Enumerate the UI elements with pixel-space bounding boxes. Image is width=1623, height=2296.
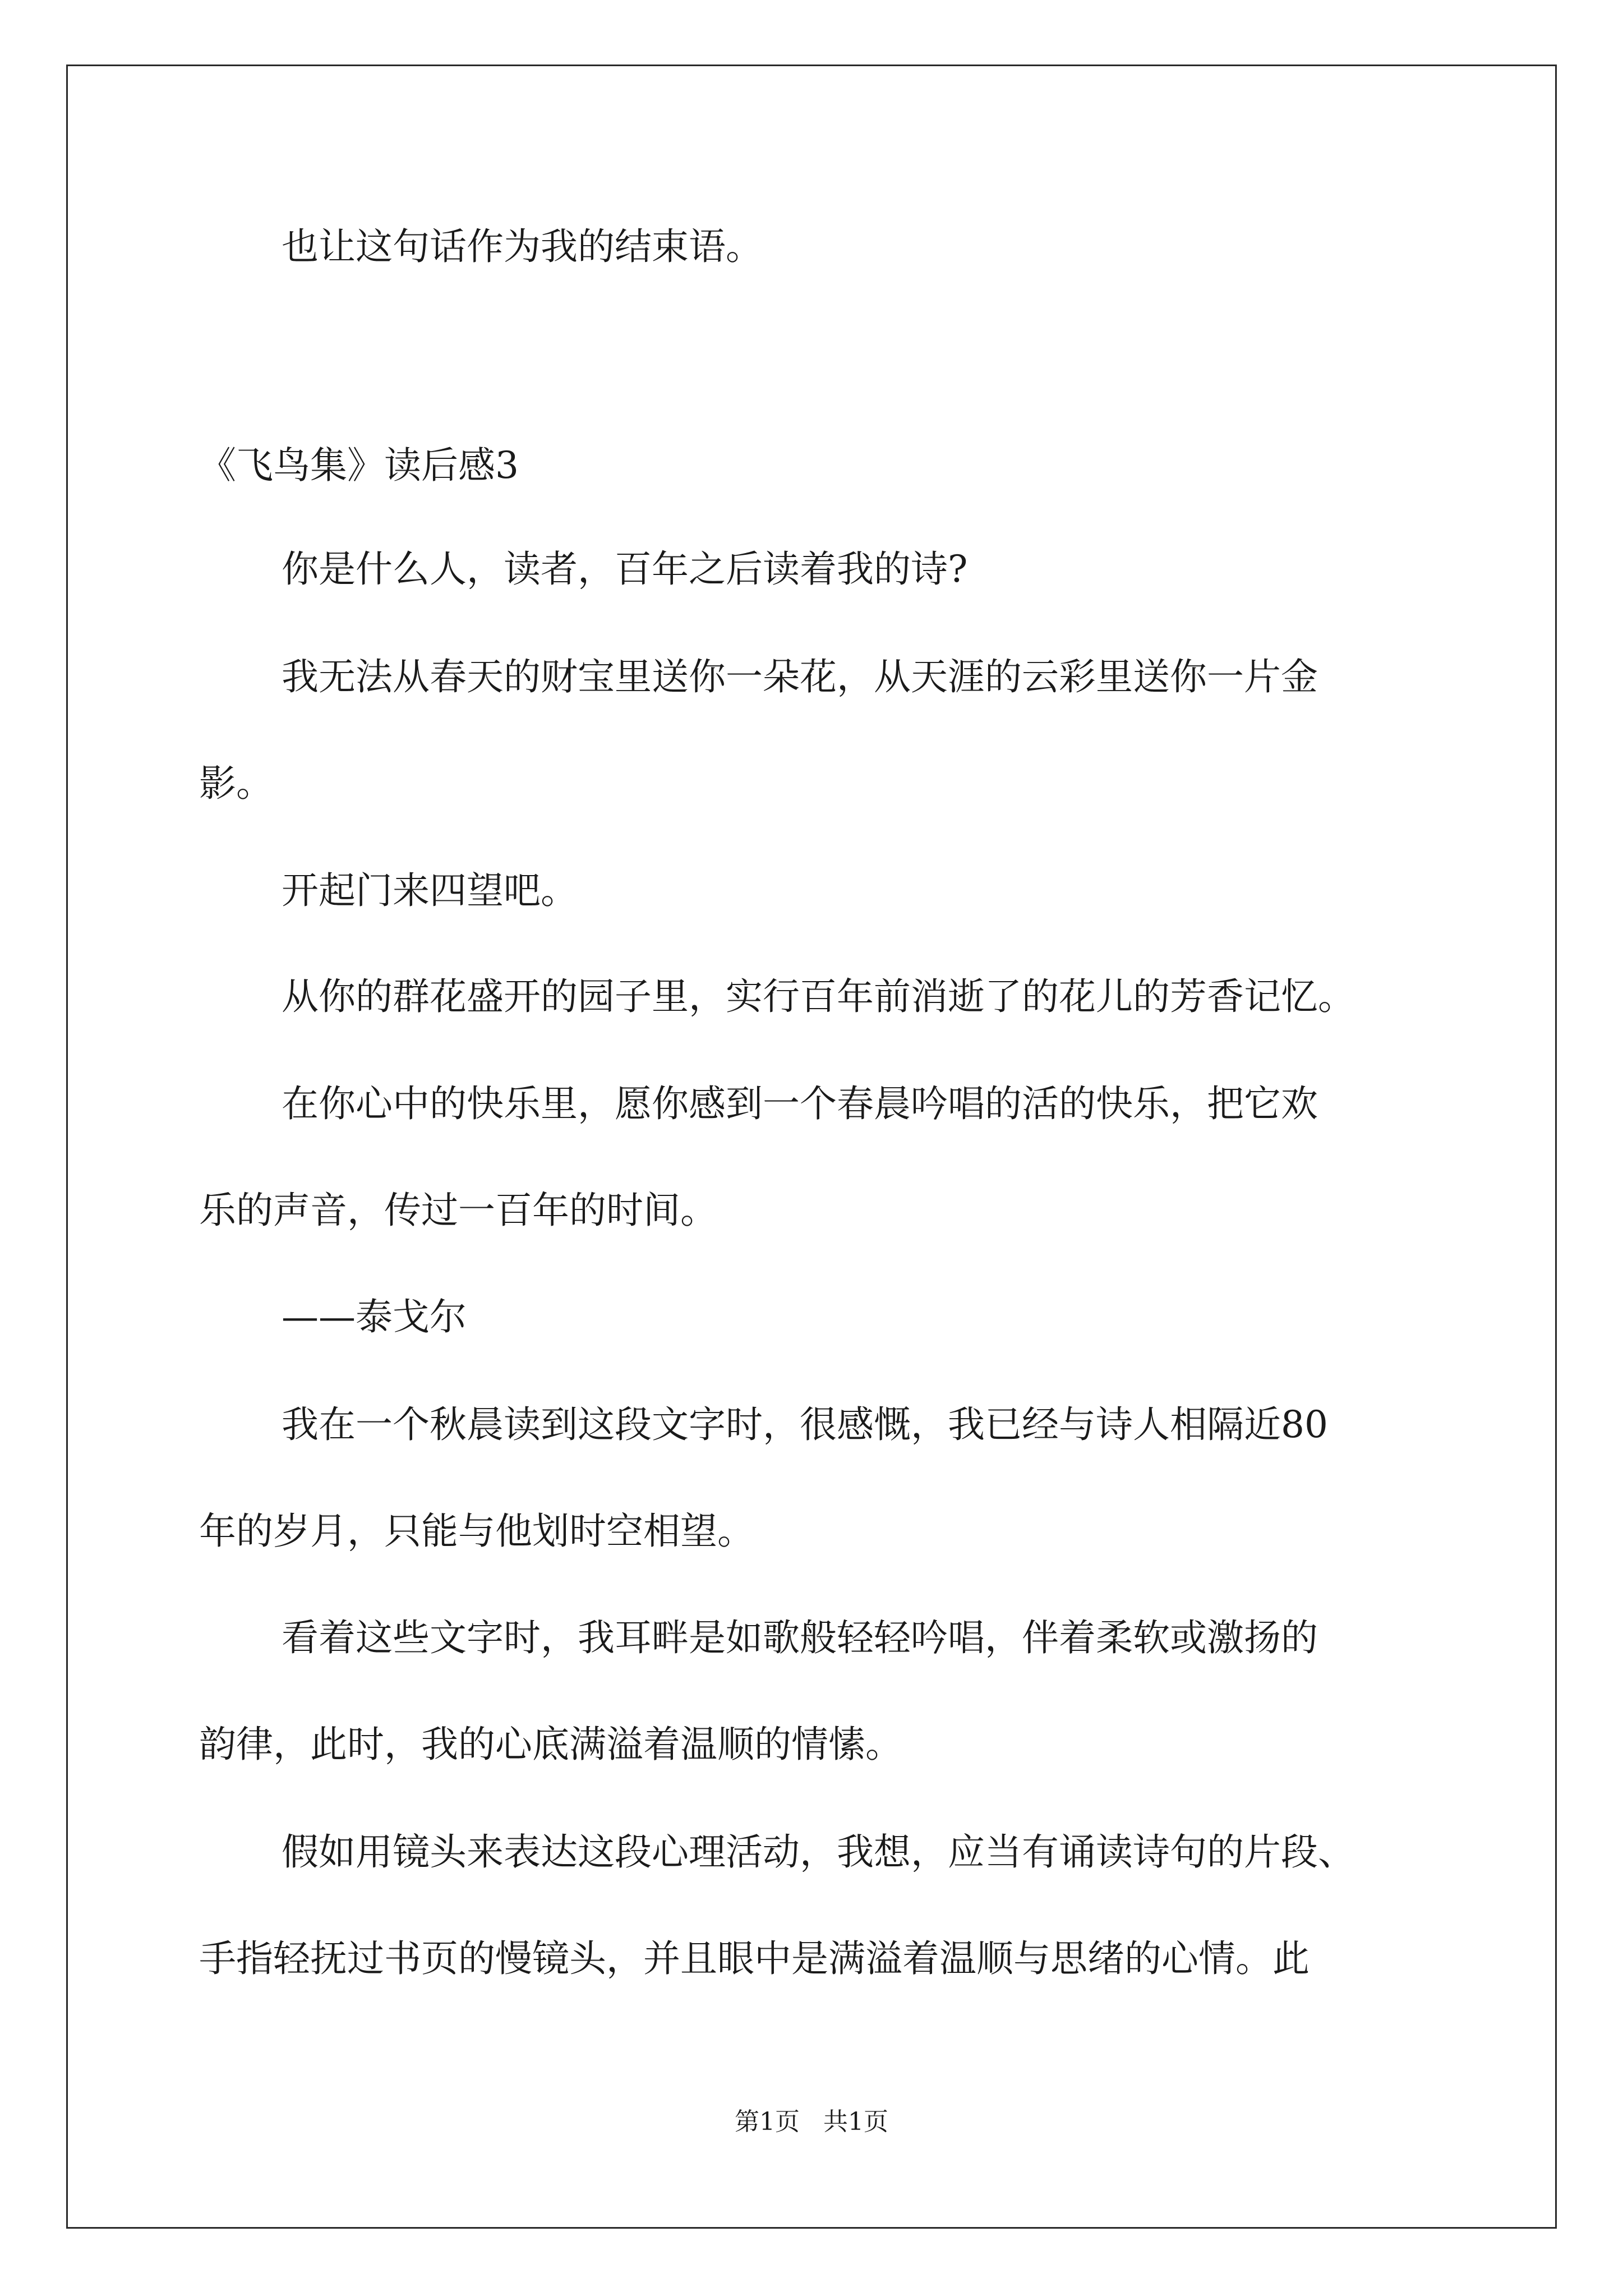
- paragraph-line: 开起门来四望吧。: [282, 869, 578, 912]
- attribution-line: ——泰戈尔: [282, 1295, 467, 1338]
- essay-heading: 《飞鸟集》读后感3: [199, 444, 519, 487]
- paragraph-line: 你是什么人，读者，百年之后读着我的诗?: [282, 547, 968, 591]
- paragraph-line: 韵律，此时，我的心底满溢着温顺的情愫。: [199, 1723, 902, 1766]
- paragraph-line: 年的岁月，只能与他划时空相望。: [199, 1510, 754, 1553]
- paragraph-line: 看着这些文字时，我耳畔是如歌般轻轻吟唱，伴着柔软或激扬的: [282, 1616, 1318, 1659]
- paragraph-line: 在你心中的快乐里，愿你感到一个春晨吟唱的活的快乐，把它欢: [282, 1082, 1318, 1125]
- page-footer: 第1页 共1页: [735, 2108, 888, 2136]
- paragraph-line: 手指轻抚过书页的慢镜头，并且眼中是满溢着温顺与思绪的心情。此: [199, 1937, 1310, 1980]
- paragraph-line: 影。: [199, 762, 273, 805]
- page-border: [66, 65, 1557, 2229]
- paragraph-line: 乐的声音，传过一百年的时间。: [199, 1189, 717, 1232]
- paragraph-line: 我无法从春天的财宝里送你一朵花，从天涯的云彩里送你一片金: [282, 655, 1318, 698]
- closing-line: 也让这句话作为我的结束语。: [282, 225, 763, 268]
- paragraph-line: 我在一个秋晨读到这段文字时，很感慨，我已经与诗人相隔近80: [282, 1403, 1328, 1446]
- paragraph-line: 假如用镜头来表达这段心理活动，我想，应当有诵读诗句的片段、: [282, 1830, 1355, 1874]
- paragraph-line: 从你的群花盛开的园子里，实行百年前消逝了的花儿的芳香记忆。: [282, 975, 1355, 1018]
